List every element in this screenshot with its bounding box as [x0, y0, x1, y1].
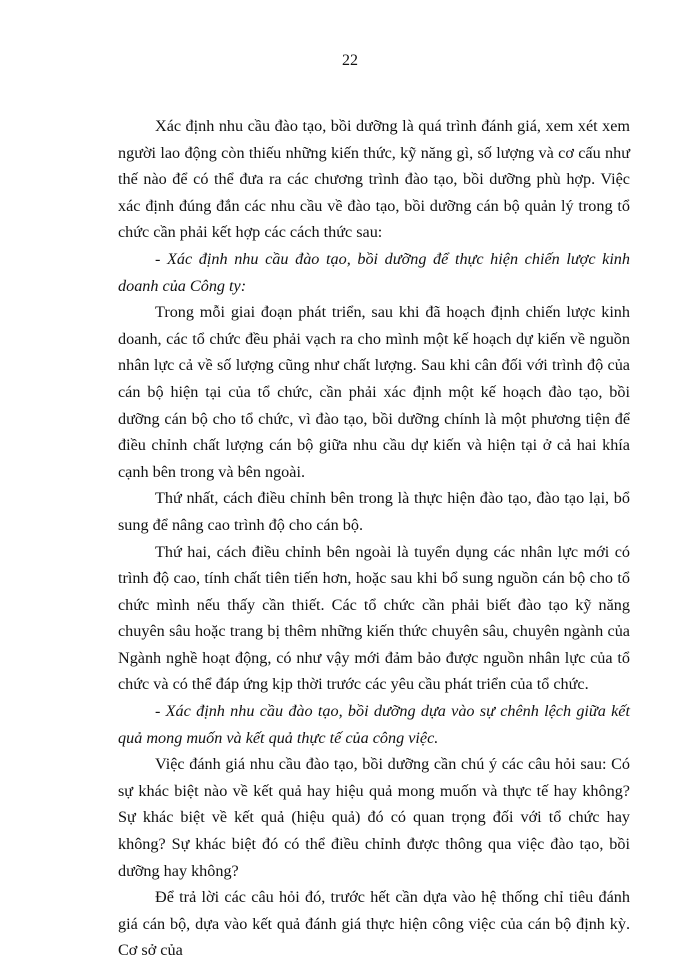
paragraph-intro: Xác định nhu cầu đào tạo, bồi dưỡng là quá trình đánh giá, xem xét xem người lao động còn thiếu những kiến thức, kỹ năng gì, số lượng và cơ cấu như thế nào để có thể đưa ra các chương trình đào tạo, bồi dưỡng phù hợp. Việc xác định đúng đắn các nhu cầu về đào tạo, bồi dưỡng cán bộ quản lý trong tổ chức cần phải kết hợp các cách thức sau: — [118, 117, 630, 242]
paragraph-answer-basis: Để trả lời các câu hỏi đó, trước hết cần dựa vào hệ thống chỉ tiêu đánh giá cán bộ, dựa vào kết quả đánh giá thực hiện công việc của cán bộ định kỳ. Cơ sở của — [118, 888, 630, 960]
paragraph-first-internal: Thứ nhất, cách điều chỉnh bên trong là thực hiện đào tạo, đào tạo lại, bổ sung để nâng cao trình độ cho cán bộ. — [118, 489, 630, 534]
paragraph-second-external: Thứ hai, cách điều chỉnh bên ngoài là tuyển dụng các nhân lực mới có trình độ cao, tính chất tiên tiến hơn, hoặc sau khi bổ sung nguồn cán bộ cho tổ chức mình nếu thấy cần thiết. Các tổ chức cần phải biết đào tạo kỹ năng chuyên sâu hoặc trang bị thêm những kiến thức chuyên sâu, chuyên ngành của Ngành nghề hoạt động, có như vậy mới đảm bảo được nguồn nhân lực của tổ chức và có thể đáp ứng kịp thời trước các yêu cầu phát triển của tổ chức. — [118, 542, 630, 694]
heading-gap-needs: - Xác định nhu cầu đào tạo, bồi dưỡng dựa vào sự chênh lệch giữa kết quả mong muốn và kết quả thực tế của công việc. — [118, 702, 630, 747]
heading-strategy-needs: - Xác định nhu cầu đào tạo, bồi dưỡng để thực hiện chiến lược kinh doanh của Công ty: — [118, 249, 630, 295]
paragraph-development-stages: Trong mỗi giai đoạn phát triển, sau khi đã hoạch định chiến lược kinh doanh, các tổ chức đều phải vạch ra cho mình một kế hoạch dự kiến về nguồn nhân lực cả về số lượng cũng như chất lượng. Sau khi cân đối với trình độ của cán bộ hiện tại của tổ chức, cần phải xác định một kế hoạch đào tạo, bồi dưỡng cán bộ cho tổ chức, vì đào tạo, bồi dưỡng chính là một phương tiện để điều chỉnh chất lượng cán bộ giữa nhu cầu dự kiến và hiện tại ở cả hai khía cạnh bên trong và bên ngoài. — [118, 303, 630, 481]
body-text — [118, 113, 630, 964]
paragraph-evaluation-questions: Việc đánh giá nhu cầu đào tạo, bồi dưỡng cần chú ý các câu hỏi sau: Có sự khác biệt nào về kết quả hay hiệu quả mong muốn và thực tế hay không? Sự khác biệt về kết quả (hiệu quả) đó có quan trọng đối với tổ chức hay không? Sự khác biệt đó có thể điều chỉnh được thông qua việc đào tạo, bồi dưỡng hay không? — [118, 755, 630, 880]
page-number: 22 — [342, 52, 358, 69]
